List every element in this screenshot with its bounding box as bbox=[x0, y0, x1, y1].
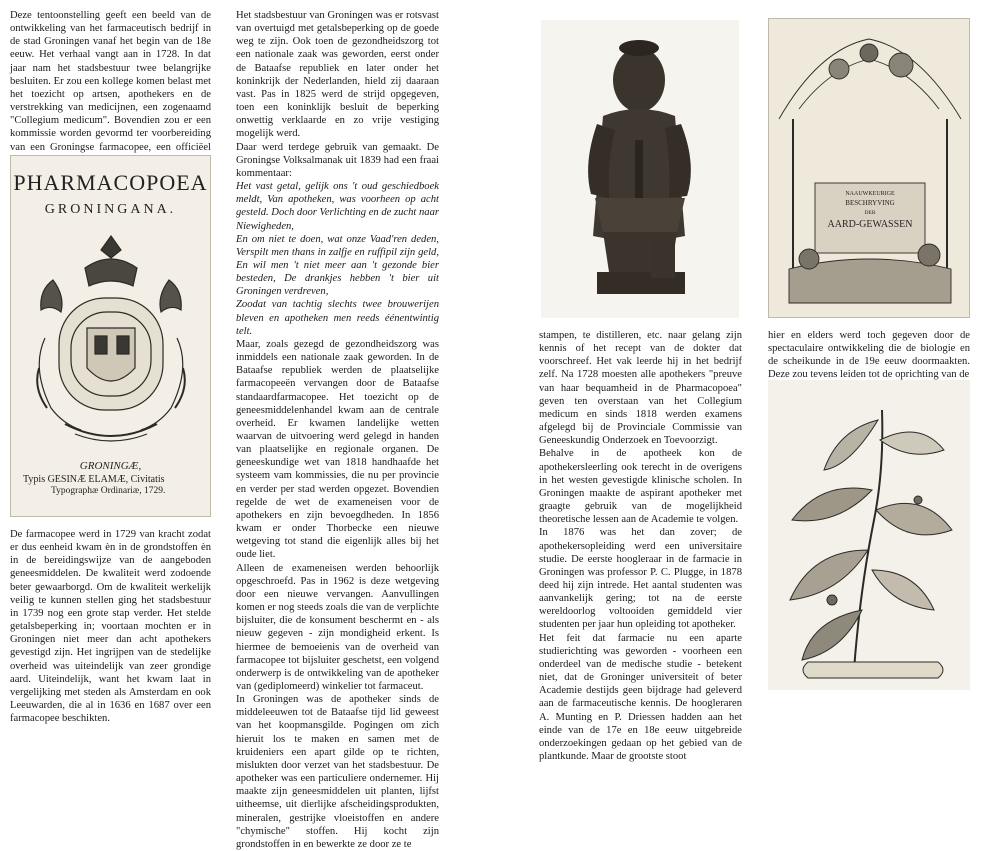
frontispiece-line-3: DER bbox=[864, 210, 876, 216]
botanical-plant-engraving bbox=[768, 380, 970, 690]
title-page-printer: Typis GESINÆ ELAMÆ, Civitatis bbox=[23, 474, 165, 485]
col3-paragraph-3: In 1876 was het dan zover; de apothekersopleiding werd een universitaire studie. De eerste hoogleraar in de farmacie in Groningen was professor P. C. Plugge, in 1878 deed hij zijn intrede. Het aantal studenten was aanvankelijk gering; tot na de eerste wereldoorlog voltooiden gemiddeld vier studenten per jaar hun opleiding tot apotheker. bbox=[539, 527, 742, 631]
title-page-heading: PHARMACOPOEA bbox=[13, 170, 208, 195]
title-page-imprint: Typographæ Ordinariæ, 1729. bbox=[51, 486, 166, 496]
col2-paragraph-5: In Groningen was de apotheker sinds de middeleeuwen tot de Bataafse tijd lid geweest van het koopmansgilde. Pogingen om zich hieruit los te maken en samen met de kruideniers een apart gilde op te richten, mislukten door verzet van het stadsbestuur. De apotheker was een particuliere ondernemer. Hij maakte zijn geneesmiddelen uit planten, lijfst uitheemse, uit dierlijke afscheidingsprodukten, mineralen, gestrijke vloeistoffen en andere "chymische" stoffen. Hij kocht zijn grondstoffen in en bewerkte ze door ze te bbox=[236, 694, 439, 850]
column-3 bbox=[539, 329, 742, 763]
poem-stanza-2: En om niet te doen, wat onze Vaad'ren deden, Verspilt men thans in zalfje en ruffipil zijn geld, En wil men 't niet meer aan 't gezonde bier besteden, De drankjes hebben 't bier uit Groningen verdreven, bbox=[236, 233, 439, 298]
pharmacopoea-title-page bbox=[10, 155, 211, 517]
col4-paragraph-1: hier en elders werd toch gegeven door de spectaculaire ontwikkeling die de biologie en de scheikunde in de 19e eeuw doormaakten. Deze zou tevens leiden tot de oprichting van de bbox=[768, 330, 970, 381]
column-4 bbox=[768, 329, 970, 382]
apothecary-figurine-photo bbox=[541, 20, 739, 318]
col2-paragraph-4: Alleen de exameneisen werden behoorlijk opgeschroefd. Pas in 1962 is deze wetgeving door een nieuwe vervangen. Aanvullingen komen er nog steeds zoals die van de verplichte bijsluiter, die de konsument beschermt en - als nieuw gegeven - zijn mondigheid erkent. Is hiermee de bemoeienis van de overheid van farmacopee tot bijsluiter geschetst, een volgend onderwerp is de ontwikkeling van de apotheker van (gediplomeerd) winkelier tot farmaceut. bbox=[236, 562, 439, 692]
frontispiece-line-1: NAAUWKEURIGE bbox=[845, 191, 895, 197]
col2-paragraph-1: Het stadsbestuur van Groningen was er rotsvast van overtuigd met getalsbeperking op de goede weg te zijn. Ook toen de gezondheidszorg tot een nationale zaak was geworden, eerst onder de Bataafse republiek en later onder het koninkrijk der Nederlanden, hield zij daaraan vast. Pas in 1825 werd de strijd opgegeven, toen een koninklijk besluit de beperking onwettig verklaarde en zo vrije vestiging mogelijk werd. bbox=[236, 10, 439, 140]
aard-gewassen-frontispiece bbox=[768, 18, 970, 318]
title-page-subheading: GRONINGANA. bbox=[44, 202, 177, 217]
poem-stanza-1: Het vast getal, gelijk ons 't oud geschiedboek meldt, Van apotheken, was voorheen op acht gesteld. Doch door Verlichting en de zucht naar Niewigheden, bbox=[236, 181, 440, 232]
coat-of-arms-engraving bbox=[25, 228, 197, 453]
intro-paragraph: Deze tentoonstelling geeft een beeld van de ontwikkeling van het farmaceutisch bedrijf in de stad Groningen vanaf het begin van de 18e eeuw. Het verhaal vangt aan in 1728. In dat jaar nam het stadsbestuur twee belangrijke besluiten. Er zou een kollege komen belast met het toezicht op artsen, apothekers en de verstrekking van medicijnen, een zogenaamd "Collegium medicum". Bovendien zou er een kommissie worden gevormd ter voorbereiding van een Groningse farmacopee, een officiëel bbox=[10, 10, 211, 153]
col3-paragraph-4: Het feit dat farmacie nu een aparte studierichting was geworden - voorheen een onderdeel van de medische studie - betekent niet, dat de Groninger universiteit of beter Academie destijds geen bijdrage had geleverd aan de farmaceutische kennis. De hoogleraren A. Munting en P. Driessen hadden aan het einde van de 17e en 18e eeuw uitgebreide onderzoekingen gedaan op het gebied van de plantkunde. Maar de grootste stoot bbox=[539, 632, 742, 762]
frontispiece-line-4: AARD-GEWASSEN bbox=[827, 219, 913, 230]
column-1-body bbox=[10, 528, 211, 725]
figurine-drawing bbox=[541, 20, 739, 318]
column-1-intro bbox=[10, 9, 211, 167]
col3-paragraph-2: Behalve in de apotheek kon de apothekersleerling ook terecht in de overigens in het westen gevestigde klinische scholen. In Groningen maakte de aspirant apotheker met graagte gebruik van de mogelijkheid theoretische lessen aan de Academie te volgen. bbox=[539, 448, 742, 526]
title-page-place: GRONINGÆ, bbox=[79, 460, 142, 472]
plant-drawing bbox=[768, 380, 970, 690]
farmacopee-paragraph: De farmacopee werd in 1729 van kracht zodat er dus eenheid kwam èn in de grondstoffen èn in de bereidingswijze van de aangeboden geneesmiddelen. De kwaliteit werd zodoende beter gewaarborgd. Om de kwaliteit werkelijk veilig te kunnen stellen ging het stadsbestuur in 1739 nog een grote stap verder. Het stelde getalsbeperking in; voortaan mochten er in Groningen niet meer dan acht apothekers gevestigd zijn. Het ingrijpen van de stedelijke overheid was uiteindelijk van zeer grondige aard. Uiteindelijk, want het kwam laat in vergelijking met steden als Amsterdam en ook Leeuwarden, die al in 1636 en 1687 over een farmacopee beschikten. bbox=[10, 529, 211, 725]
col3-paragraph-1: stampen, te distilleren, etc. naar gelang zijn kennis of het recept van de dokter dat voorschreef. Het vak leerde hij in het bedrijf zelf. Na 1728 moesten alle apothekers "preuve van haar bequamheid in de Pharmacopoea" geven ten overstaan van het Collegium medicum en sinds 1818 werden examens afgelegd bij de Provinciale Commissie van Geneeskundig Onderzoek en Toevoorzigt. bbox=[539, 330, 742, 447]
poem-stanza-3: Zoodat van tachtig slechts twee brouwerijen bleven en apotheken men reeds éénentwintig telt. bbox=[236, 299, 439, 337]
column-2 bbox=[236, 9, 439, 851]
col2-paragraph-2: Daar werd terdege gebruik van gemaakt. De Groningse Volksalmanak uit 1839 had een fraai kommentaar: bbox=[236, 141, 439, 179]
frontispiece-engraving bbox=[769, 19, 970, 318]
col2-paragraph-3: Maar, zoals gezegd de gezondheidszorg was inmiddels een nationale zaak geworden. In de Bataafse republiek werden de plaatselijke farmacopeeën vervangen door de Bataafse standaardfarmacopee. Het toezicht op de geneesmiddelenhandel kwam aan de centrale overheid. Er kwamen landelijke wetten waarvan de uitvoering werd gelegd in handen van plaatselijke en regionale organen. De geneeskundige wet van 1818 handhaafde het systeem vam kommissies, die nu per provincie en verder per stad werden opgezet. Bovendien regelde de wet de exameneisen voor de apothekers en zijn bevoegdheden. In 1856 kwam er onder Thorbecke een nieuwe wetgeving tot stand die eigenlijk alles bij het oude liet. bbox=[236, 338, 439, 561]
frontispiece-line-2: BESCHRYVING bbox=[845, 199, 895, 207]
